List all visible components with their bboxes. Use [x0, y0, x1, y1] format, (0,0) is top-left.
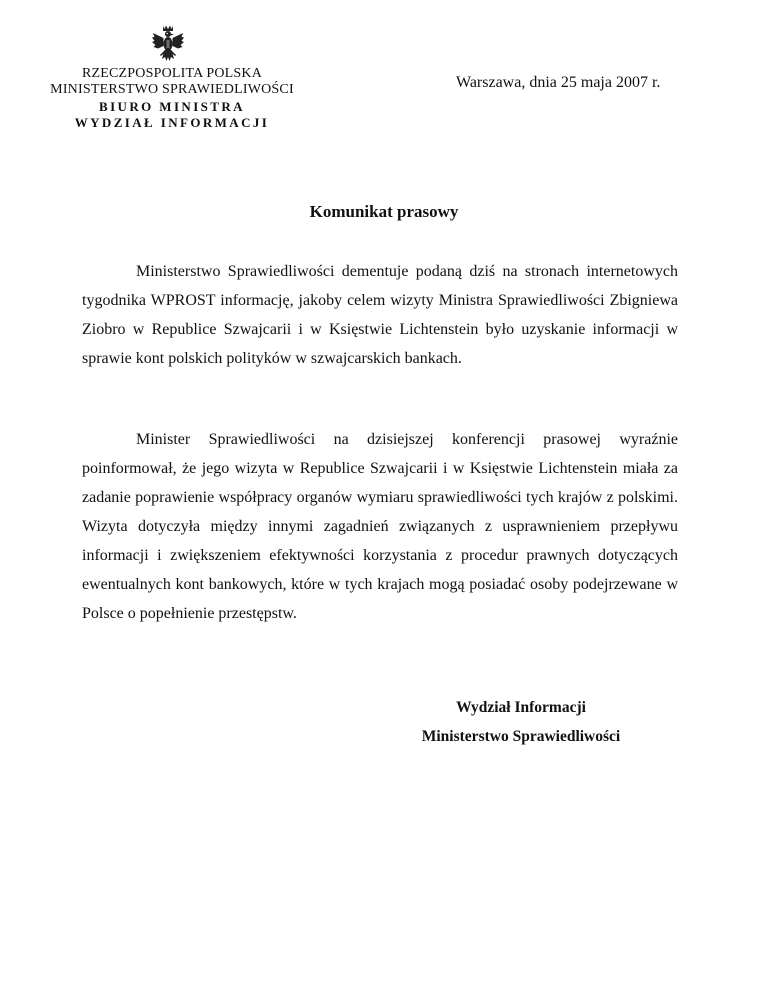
- letterhead-country: RZECZPOSPOLITA POLSKA: [81, 66, 263, 81]
- document-title: Komunikat prasowy: [309, 202, 459, 221]
- letterhead-department: WYDZIAŁ INFORMACJI: [74, 115, 270, 130]
- signature-department: Wydział Informacji: [456, 699, 586, 716]
- document-date: Warszawa, dnia 25 maja 2007 r.: [456, 74, 661, 91]
- letterhead-ministry: MINISTERSTWO SPRAWIEDLIWOŚCI: [50, 82, 294, 97]
- letterhead: [36, 66, 308, 131]
- body-paragraph-2: Minister Sprawiedliwości na dzisiejszej konferencji prasowej wyraźnie poinformował, że jego wizyta w Republice Szwajcarii i w Księstwie Lichtenstein miała za zadanie poprawienie współpracy organów wymiaru sprawiedliwości tych krajów z polskimi. Wizyta dotyczyła między innymi zagadnień związanych z usprawnieniem przepływu informacji i zwiększeniem efektywności korzystania z procedur prawnych dotyczących ewentualnych kont bankowych, które w tych krajach mogą posiadać osoby podejrzewane w Polsce o popełnienie przestępstw.: [82, 431, 678, 622]
- signature-ministry: Ministerstwo Sprawiedliwości: [421, 728, 621, 745]
- letterhead-bureau: BIURO MINISTRA: [99, 99, 245, 114]
- body-paragraph-1: Ministerstwo Sprawiedliwości dementuje podaną dziś na stronach internetowych tygodnika WPROST informację, jakoby celem wizyty Ministra Sprawiedliwości Zbigniewa Ziobro w Republice Szwajcarii i w Księstwie Lichtenstein było uzyskanie informacji w sprawie kont polskich polityków w szwajcarskich bankach.: [82, 263, 678, 367]
- polish-eagle-icon: [151, 24, 185, 64]
